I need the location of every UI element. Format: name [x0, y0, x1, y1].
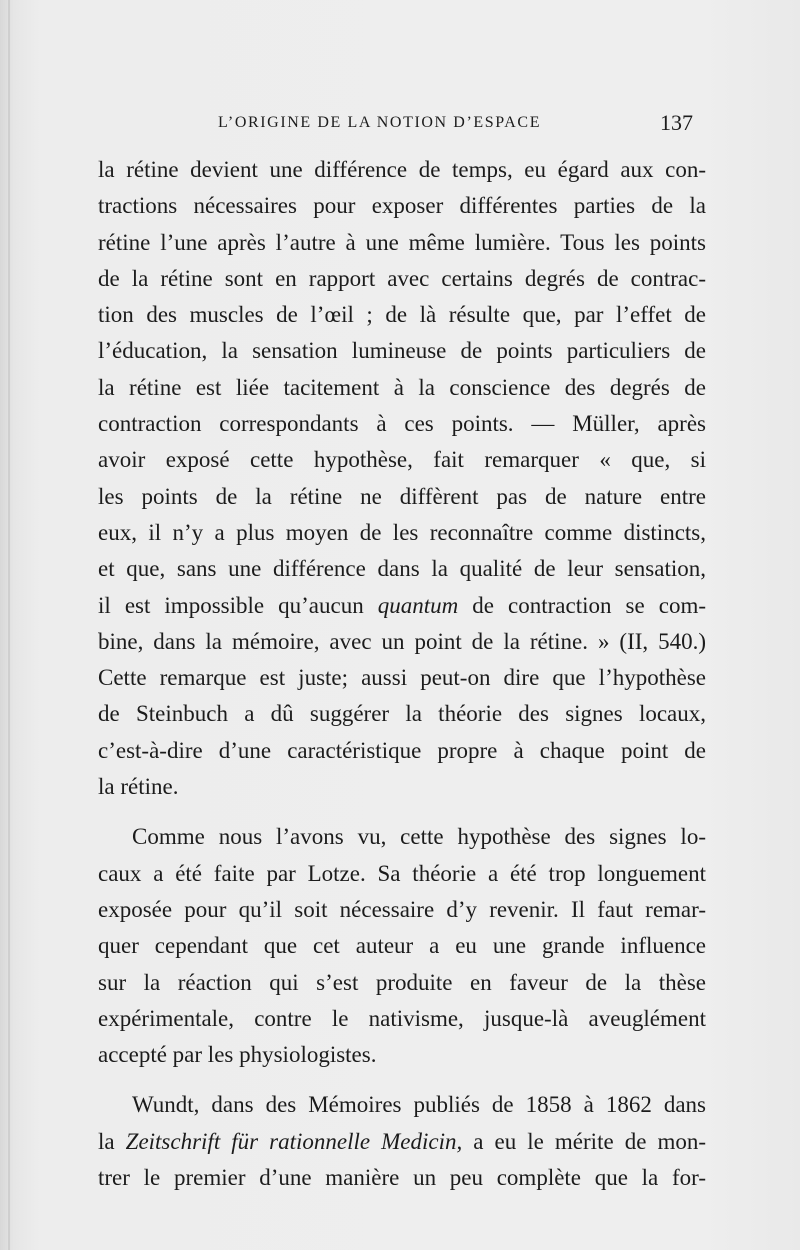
- text-line: les points de la rétine ne diffèrent pas de nature entre: [98, 483, 706, 509]
- paragraph-gap: [98, 1073, 706, 1087]
- text-line: quer cependant que cet auteur a eu une grande influence: [98, 933, 706, 959]
- running-head-title: L’ORIGINE DE LA NOTION D’ESPACE: [218, 114, 542, 131]
- text-line: accepté par les physiologistes.: [98, 1042, 377, 1068]
- text-line: bine, dans la mémoire, avec un point de la rétine. » (II, 540.): [98, 628, 706, 654]
- text-line: caux a été faite par Lotze. Sa théorie a été trop longuement: [98, 860, 706, 886]
- text-line: l’éducation, la sensation lumineuse de points particuliers de: [98, 338, 706, 364]
- text-line: trer le premier d’une manière un peu complète que la for-: [98, 1165, 706, 1191]
- text-line: la Zeitschrift für rationnelle Medicin, a eu le mérite de mon-: [98, 1128, 707, 1154]
- text-line: tractions nécessaires pour exposer différentes parties de la: [98, 193, 706, 219]
- text-line: de Steinbuch a dû suggérer la théorie des signes locaux,: [98, 701, 706, 727]
- text-line: il est impossible qu’aucun quantum de contraction se com-: [98, 592, 706, 618]
- text-line: la rétine devient une différence de temps, eu égard aux con-: [98, 157, 706, 182]
- paragraph-2: [98, 819, 706, 1073]
- text-line: eux, il n’y a plus moyen de les reconnaître comme distincts,: [98, 519, 706, 545]
- paragraph-gap: [98, 805, 706, 819]
- text-line: avoir exposé cette hypothèse, fait remarquer « que, si: [98, 447, 706, 473]
- text-line: sur la réaction qui s’est produite en faveur de la thèse: [98, 969, 706, 995]
- text-line: c’est-à-dire d’une caractéristique propre à chaque point de: [98, 737, 706, 763]
- running-head: [0, 108, 800, 138]
- text-line: la rétine.: [98, 774, 179, 800]
- text-line: exposée pour qu’il soit nécessaire d’y revenir. Il faut remar-: [98, 896, 706, 922]
- paragraph-3: [98, 1087, 706, 1196]
- text-line: et que, sans une différence dans la qualité de leur sensation,: [98, 556, 706, 582]
- text-line: rétine l’une après l’autre à une même lumière. Tous les points: [98, 229, 706, 255]
- page-binding-edge: [8, 0, 10, 1250]
- text-line: Comme nous l’avons vu, cette hypothèse des signes lo-: [132, 824, 706, 850]
- page-number: 137: [660, 110, 693, 135]
- paragraph-1: [98, 152, 706, 805]
- text-line: tion des muscles de l’œil ; de là résulte que, par l’effet de: [98, 302, 706, 328]
- body-text: [98, 152, 706, 1196]
- text-line: Wundt, dans des Mémoires publiés de 1858 à 1862 dans: [132, 1092, 706, 1118]
- text-line: la rétine est liée tacitement à la conscience des degrés de: [98, 374, 706, 400]
- text-line: contraction correspondants à ces points. — Müller, après: [98, 411, 706, 437]
- italic-term: quantum: [377, 592, 459, 618]
- text-line: de la rétine sont en rapport avec certains degrés de contrac-: [98, 265, 706, 291]
- text-line: Cette remarque est juste; aussi peut-on dire que l’hypothèse: [98, 665, 706, 691]
- text-line: expérimentale, contre le nativisme, jusque-là aveuglément: [98, 1005, 706, 1031]
- italic-term: Zeitschrift für rationnelle Medicin,: [125, 1128, 463, 1154]
